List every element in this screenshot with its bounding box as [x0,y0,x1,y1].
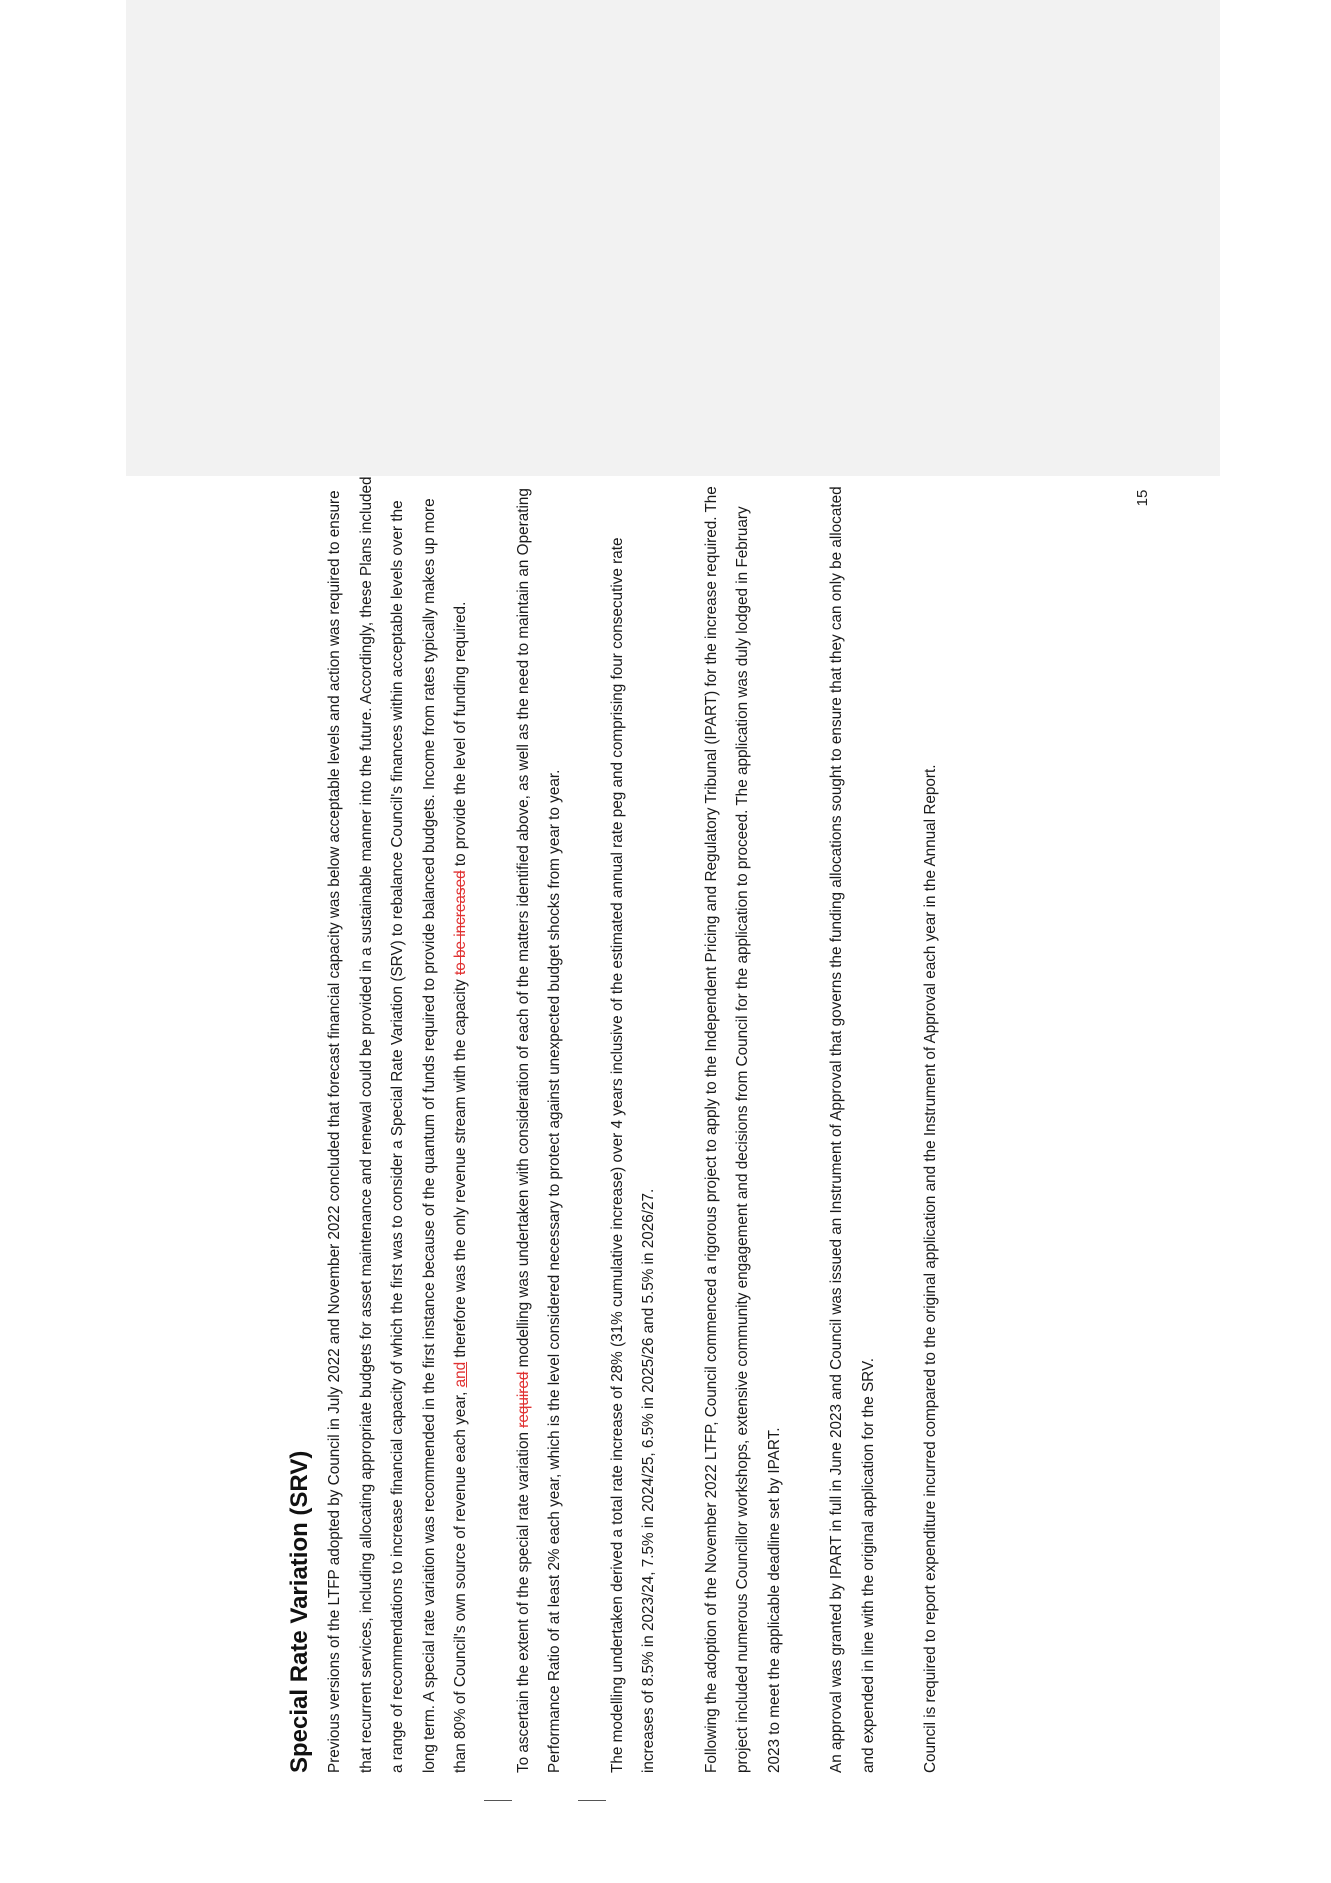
paragraph-text: modelling was undertaken with consideration of each of the matters identified above, as well as the need to maintain an Operating Performance Ratio of at least 2% each year, which is the level considered necessary to protect against unexpected budget shocks from year to year. [514,488,563,1773]
page-number: 15 [1134,489,1151,507]
paragraph-ipart-approval: An approval was granted by IPART in full in June 2023 and Council was issued an Instrument of Approval that governs the funding allocations sought to ensure that they can only be allocated and expended in line with the original application for the SRV. [828,486,877,1773]
gray-panel [126,0,1220,476]
paragraph-reporting: Council is required to report expenditure incurred compared to the original application and the Instrument of Approval each year in the Annual Report. [922,764,939,1773]
paragraph-text: to provide the level of funding required. [452,601,469,871]
paragraph-srv-background [319,473,477,1773]
paragraph-text: To ascertain the extent of the special rate variation [514,1427,532,1773]
inserted-text: and [452,1361,469,1388]
paragraph-text: therefore was the only revenue stream with the capacity [452,975,469,1362]
deleted-text: required [514,1371,532,1428]
change-bar-2 [578,1800,606,1801]
paragraph-modelling-extent [508,473,571,1773]
deleted-text: to be increased [452,870,469,976]
section-title: Special Rate Variation (SRV) [286,1450,313,1773]
paragraph-text: Previous versions of the LTFP adopted by Council in July 2022 and November 2022 concluded that forecast financial capacity was below acceptable levels and action was required to ensure that recurrent services, including allocating appropriate budgets for asset maintenance and renewal could be provided in a sustainable manner into the future. Accordingly, these Plans included a range of recommendations to increase financial capacity of which the first was to consider a Special Rate Variation (SRV) to rebalance Council's finances within acceptable levels over the long term. A special rate variation was recommended in the first instance because of the quantum of funds required to provide balanced budgets. Income from rates typically makes up more than 80% of Council's own source of revenue each year, [326,476,469,1773]
paragraph-rate-increase: The modelling undertaken derived a total rate increase of 28% (31% cumulative increase) over 4 years inclusive of the estimated annual rate peg and comprising four consecutive rate increases of 8.5% in 2023/24, 7.5% in 2024/25, 6.5% in 2025/26 and 5.5% in 2026/27. [608,537,657,1773]
paragraph-ipart-application: Following the adoption of the November 2022 LTFP, Council commenced a rigorous project to apply to the Independent Pricing and Regulatory Tribunal (IPART) for the increase required. The project included numerous Councillor workshops, extensive community engagement and decisions from Council for the application to proceed. The application was duly lodged in February 2023 to meet the applicable deadline set by IPART. [702,486,783,1773]
change-bar-1 [484,1800,512,1801]
document-body [285,473,978,1773]
rotated-page-content [285,473,1185,1773]
